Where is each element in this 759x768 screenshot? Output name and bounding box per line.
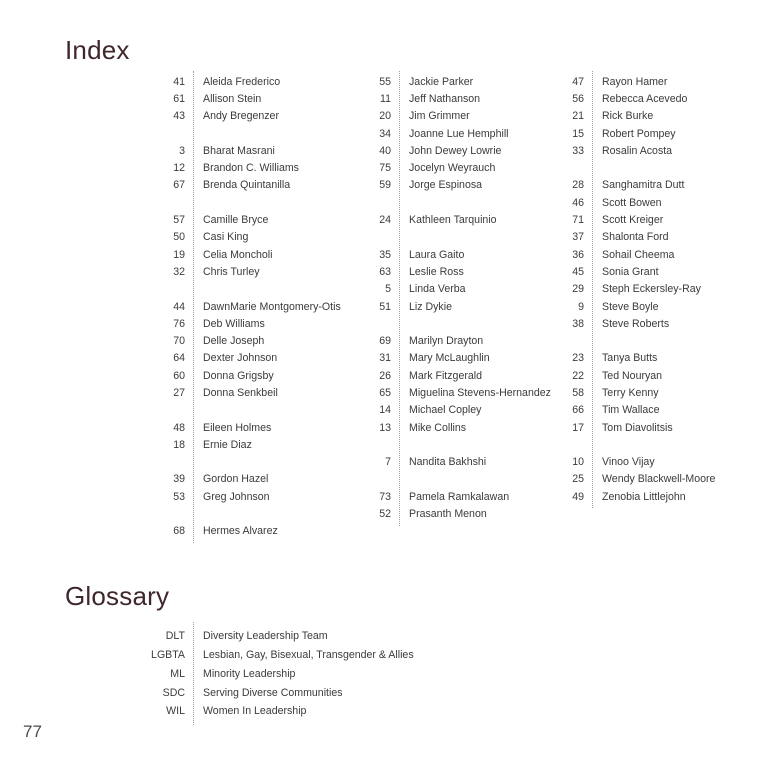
- index-entry-name: Jim Grimmer: [409, 110, 470, 123]
- index-entry-name: Delle Joseph: [203, 335, 265, 348]
- index-entry-name: Donna Senkbeil: [203, 386, 278, 399]
- index-entry: [145, 367, 341, 384]
- index-entry-page-number: 48: [173, 421, 185, 434]
- index-entry-name: Bharat Masrani: [203, 144, 275, 157]
- index-entry-page-number: 3: [179, 144, 185, 157]
- index-entry-name: Rick Burke: [602, 110, 654, 123]
- glossary-term: WIL: [166, 705, 185, 718]
- index-entry-page-number: 50: [173, 231, 185, 244]
- index-entry: [351, 281, 551, 298]
- index-entry-page-number: 31: [379, 352, 391, 365]
- index-entry-name: Liz Dykie: [409, 300, 452, 313]
- index-entry-page-number: 17: [572, 421, 584, 434]
- index-entry: [544, 367, 715, 384]
- index-entry-page-number: 44: [173, 300, 185, 313]
- index-entry: [145, 523, 341, 540]
- index-entry: [351, 384, 551, 401]
- dotted-divider: [592, 71, 593, 508]
- index-section-title: Index: [65, 35, 130, 65]
- index-entry-page-number: 68: [173, 525, 185, 538]
- index-entry-name: Rosalin Acosta: [602, 144, 673, 157]
- index-entry-page-number: 18: [173, 438, 185, 451]
- index-entry-name: Tanya Butts: [602, 352, 658, 365]
- index-entry-page-number: 67: [173, 179, 185, 192]
- glossary-definition: Minority Leadership: [203, 667, 296, 680]
- index-entry-name: Terry Kenny: [602, 386, 659, 399]
- index-entry-page-number: 9: [578, 300, 584, 313]
- index-entry-page-number: 32: [173, 265, 185, 278]
- index-entry: [145, 125, 341, 142]
- index-entry: [544, 402, 715, 419]
- index-entry-page-number: 21: [572, 110, 584, 123]
- index-entry-page-number: 20: [379, 110, 391, 123]
- index-entry: [544, 125, 715, 142]
- index-entry-page-number: 11: [380, 92, 391, 105]
- index-entry: [544, 90, 715, 107]
- index-entry: [351, 142, 551, 159]
- index-entry: [351, 402, 551, 419]
- index-entry-name: Sonia Grant: [602, 265, 659, 278]
- index-entry-page-number: 56: [572, 92, 584, 105]
- index-entry: [351, 367, 551, 384]
- index-entry: [351, 90, 551, 107]
- index-entry: [145, 298, 341, 315]
- index-entry: [544, 488, 715, 505]
- glossary-term: ML: [170, 667, 185, 680]
- glossary-section-title: Glossary: [65, 581, 170, 611]
- index-entry-name: Mary McLaughlin: [409, 352, 490, 365]
- index-entry-name: Casi King: [203, 231, 249, 244]
- index-entry: [544, 436, 715, 453]
- index-entry: [351, 315, 551, 332]
- index-entry: [351, 159, 551, 176]
- index-entry: [145, 281, 341, 298]
- index-entry: [145, 384, 341, 401]
- index-entry-page-number: 46: [572, 196, 584, 209]
- index-entry-page-number: 73: [379, 490, 391, 503]
- index-entry-page-number: 36: [572, 248, 584, 261]
- index-entry: [145, 419, 341, 436]
- index-entry: [145, 454, 341, 471]
- index-entry: [145, 332, 341, 349]
- index-entry-name: Eileen Holmes: [203, 421, 272, 434]
- index-entry: [351, 229, 551, 246]
- index-entry: [145, 315, 341, 332]
- index-entry: [145, 177, 341, 194]
- index-entry-page-number: 22: [572, 369, 584, 382]
- index-entry-name: Linda Verba: [409, 283, 466, 296]
- index-entry: [145, 471, 341, 488]
- glossary-entry: [125, 702, 414, 721]
- index-entry-name: Brandon C. Williams: [203, 162, 299, 175]
- index-entry: [351, 246, 551, 263]
- index-entry-page-number: 55: [379, 75, 391, 88]
- index-entry-page-number: 59: [379, 179, 391, 192]
- index-entry-name: Sanghamitra Dutt: [602, 179, 685, 192]
- index-entry-name: Jackie Parker: [409, 75, 474, 88]
- index-entry-name: Donna Grigsby: [203, 369, 274, 382]
- index-entry-name: Vinoo Vijay: [602, 456, 655, 469]
- index-entry-name: Miguelina Stevens-Hernandez: [409, 386, 551, 399]
- index-entry-name: Greg Johnson: [203, 490, 270, 503]
- index-entry-page-number: 70: [173, 335, 185, 348]
- dotted-divider: [193, 71, 194, 543]
- index-entry-page-number: 14: [379, 404, 391, 417]
- index-entry-page-number: 53: [173, 490, 185, 503]
- index-entry-name: Hermes Alvarez: [203, 525, 278, 538]
- index-entry: [351, 263, 551, 280]
- index-entry-page-number: 25: [572, 473, 584, 486]
- index-entry-page-number: 10: [572, 456, 584, 469]
- index-entry-name: Leslie Ross: [409, 265, 464, 278]
- index-entry-page-number: 71: [572, 214, 584, 227]
- index-entry-name: Camille Bryce: [203, 214, 269, 227]
- index-entry: [145, 108, 341, 125]
- index-entry-page-number: 27: [173, 386, 185, 399]
- index-entry: [145, 90, 341, 107]
- index-entry-name: Pamela Ramkalawan: [409, 490, 510, 503]
- index-column-1-rows: [145, 73, 341, 540]
- index-entry-page-number: 7: [385, 456, 391, 469]
- index-entry-page-number: 52: [379, 508, 391, 521]
- index-entry-name: Prasanth Menon: [409, 508, 487, 521]
- index-entry-page-number: 41: [173, 75, 185, 88]
- index-entry: [544, 281, 715, 298]
- index-entry-name: Joanne Lue Hemphill: [409, 127, 509, 140]
- index-column-3-rows: [544, 73, 715, 505]
- index-entry: [145, 488, 341, 505]
- index-entry-name: Laura Gaito: [409, 248, 465, 261]
- index-entry: [145, 263, 341, 280]
- glossary-definition: Serving Diverse Communities: [203, 686, 343, 699]
- index-entry-name: Rebecca Acevedo: [602, 92, 688, 105]
- index-entry-page-number: 39: [173, 473, 185, 486]
- index-entry-page-number: 19: [173, 248, 185, 261]
- index-entry-name: Shalonta Ford: [602, 231, 669, 244]
- index-entry: [351, 436, 551, 453]
- index-entry-name: Ted Nouryan: [602, 369, 663, 382]
- glossary-definition: Women In Leadership: [203, 705, 307, 718]
- index-entry-page-number: 23: [572, 352, 584, 365]
- index-entry: [351, 125, 551, 142]
- glossary-entry: [125, 646, 414, 665]
- index-entry-page-number: 63: [379, 265, 391, 278]
- index-entry-name: Steve Roberts: [602, 317, 670, 330]
- index-entry-name: Mark Fitzgerald: [409, 369, 482, 382]
- index-entry: [145, 436, 341, 453]
- index-entry-page-number: 35: [379, 248, 391, 261]
- index-entry: [351, 419, 551, 436]
- index-entry-page-number: 34: [379, 127, 391, 140]
- index-entry-page-number: 29: [572, 283, 584, 296]
- index-column-2-rows: [351, 73, 551, 523]
- index-entry-name: Allison Stein: [203, 92, 262, 105]
- glossary-definition: Diversity Leadership Team: [203, 630, 328, 643]
- index-entry: [351, 194, 551, 211]
- index-entry-name: Jeff Nathanson: [409, 92, 481, 105]
- index-entry-page-number: 65: [379, 386, 391, 399]
- index-entry: [145, 159, 341, 176]
- index-entry: [544, 419, 715, 436]
- index-entry: [145, 246, 341, 263]
- index-entry-name: Jorge Espinosa: [409, 179, 483, 192]
- index-entry: [544, 315, 715, 332]
- dotted-divider: [399, 71, 400, 526]
- index-entry-name: Zenobia Littlejohn: [602, 490, 686, 503]
- index-entry-page-number: 28: [572, 179, 584, 192]
- index-entry-page-number: 60: [173, 369, 185, 382]
- index-entry-name: Scott Kreiger: [602, 214, 664, 227]
- index-entry-page-number: 75: [379, 162, 391, 175]
- glossary-term: SDC: [162, 686, 185, 699]
- index-entry: [351, 488, 551, 505]
- index-entry-page-number: 43: [173, 110, 185, 123]
- index-entry-page-number: 66: [572, 404, 584, 417]
- index-entry: [351, 211, 551, 228]
- index-entry: [544, 246, 715, 263]
- index-entry-name: Steph Eckersley-Ray: [602, 283, 701, 296]
- index-entry-page-number: 64: [173, 352, 185, 365]
- index-entry: [544, 142, 715, 159]
- index-entry: [351, 350, 551, 367]
- index-entry-name: Sohail Cheema: [602, 248, 675, 261]
- glossary-rows: [125, 627, 414, 721]
- index-entry-page-number: 37: [572, 231, 584, 244]
- index-entry: [351, 505, 551, 522]
- index-column-1: [145, 73, 341, 540]
- index-entry-page-number: 45: [572, 265, 584, 278]
- index-entry-name: Wendy Blackwell-Moore: [602, 473, 716, 486]
- index-entry-name: Rayon Hamer: [602, 75, 668, 88]
- dotted-divider: [193, 622, 194, 725]
- page-number: 77: [23, 722, 42, 741]
- index-entry: [351, 177, 551, 194]
- index-entry-name: Jocelyn Weyrauch: [409, 162, 496, 175]
- index-entry: [145, 211, 341, 228]
- index-entry-page-number: 49: [572, 490, 584, 503]
- index-entry: [351, 298, 551, 315]
- index-entry-page-number: 58: [572, 386, 584, 399]
- index-entry: [544, 194, 715, 211]
- glossary-term: LGBTA: [151, 649, 185, 662]
- index-entry-name: Chris Turley: [203, 265, 260, 278]
- index-entry-page-number: 69: [379, 335, 391, 348]
- index-entry: [544, 384, 715, 401]
- index-entry-name: Scott Bowen: [602, 196, 662, 209]
- index-entry: [145, 229, 341, 246]
- index-entry-name: Dexter Johnson: [203, 352, 278, 365]
- index-entry-name: Brenda Quintanilla: [203, 179, 291, 192]
- index-entry-page-number: 33: [572, 144, 584, 157]
- index-entry: [145, 350, 341, 367]
- index-entry-name: Mike Collins: [409, 421, 467, 434]
- index-entry-name: DawnMarie Montgomery-Otis: [203, 300, 341, 313]
- glossary-entry: [125, 665, 414, 684]
- index-entry: [544, 229, 715, 246]
- index-entry-name: Marilyn Drayton: [409, 335, 484, 348]
- index-entry-page-number: 40: [379, 144, 391, 157]
- index-entry-page-number: 24: [379, 214, 391, 227]
- index-entry-page-number: 47: [572, 75, 584, 88]
- index-entry-page-number: 38: [572, 317, 584, 330]
- index-entry: [351, 108, 551, 125]
- index-entry-name: Ernie Diaz: [203, 438, 252, 451]
- index-entry-name: Aleida Frederico: [203, 75, 281, 88]
- index-entry: [145, 142, 341, 159]
- index-entry-page-number: 15: [572, 127, 584, 140]
- index-entry: [544, 471, 715, 488]
- index-entry: [544, 332, 715, 349]
- index-entry-page-number: 51: [379, 300, 391, 313]
- index-entry: [544, 454, 715, 471]
- index-entry: [544, 159, 715, 176]
- index-entry: [544, 108, 715, 125]
- index-entry-name: Tom Diavolitsis: [602, 421, 673, 434]
- index-entry-name: Deb Williams: [203, 317, 265, 330]
- index-column-2: [351, 73, 551, 523]
- index-entry-page-number: 26: [379, 369, 391, 382]
- glossary-definition: Lesbian, Gay, Bisexual, Transgender & Allies: [203, 649, 414, 662]
- index-entry: [351, 332, 551, 349]
- index-column-3: [544, 73, 715, 505]
- glossary-list: [125, 627, 414, 721]
- glossary-entry: [125, 627, 414, 646]
- index-entry: [145, 402, 341, 419]
- index-entry-name: Andy Bregenzer: [203, 110, 279, 123]
- glossary-entry: [125, 683, 414, 702]
- index-entry-name: Tim Wallace: [602, 404, 660, 417]
- index-entry-page-number: 5: [385, 283, 391, 296]
- index-entry-page-number: 76: [173, 317, 185, 330]
- glossary-term: DLT: [165, 630, 185, 643]
- index-entry-name: John Dewey Lowrie: [409, 144, 502, 157]
- index-entry-page-number: 61: [173, 92, 185, 105]
- index-entry: [145, 73, 341, 90]
- index-entry-name: Gordon Hazel: [203, 473, 269, 486]
- index-entry: [544, 211, 715, 228]
- index-entry-name: Celia Moncholi: [203, 248, 273, 261]
- index-entry: [351, 73, 551, 90]
- index-entry: [544, 298, 715, 315]
- index-entry-page-number: 13: [379, 421, 391, 434]
- index-entry: [544, 73, 715, 90]
- index-entry-name: Kathleen Tarquinio: [409, 214, 497, 227]
- index-entry: [351, 471, 551, 488]
- index-entry-name: Robert Pompey: [602, 127, 676, 140]
- index-entry-name: Steve Boyle: [602, 300, 659, 313]
- index-entry-name: Nandita Bakhshi: [409, 456, 487, 469]
- index-entry: [145, 505, 341, 522]
- index-entry-page-number: 57: [173, 214, 185, 227]
- index-entry: [351, 454, 551, 471]
- index-entry-name: Michael Copley: [409, 404, 482, 417]
- index-entry: [544, 350, 715, 367]
- index-entry: [544, 263, 715, 280]
- index-entry-page-number: 12: [173, 162, 185, 175]
- index-entry: [145, 194, 341, 211]
- index-entry: [544, 177, 715, 194]
